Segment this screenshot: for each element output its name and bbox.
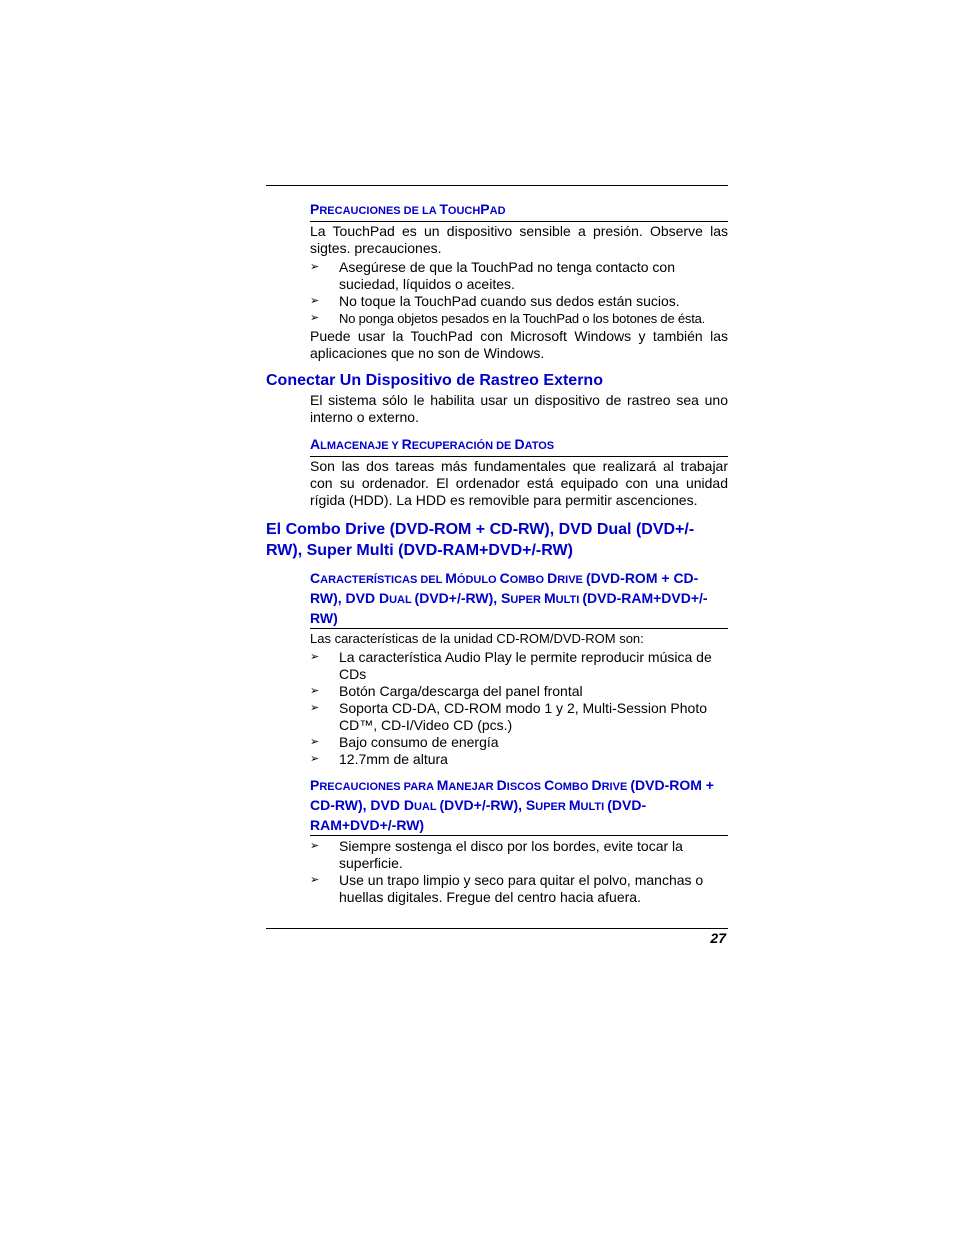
arrow-bullet-icon: ➢ [310,312,320,324]
touchpad-intro: La TouchPad es un dispositivo sensible a presión. Observe las sigtes. precauciones. [310,223,728,256]
handling-section [310,776,728,906]
list-item: ➢ 12.7mm de altura [310,751,448,767]
arrow-bullet-icon: ➢ [310,736,320,748]
header-rule [266,185,728,186]
page-content [266,196,728,906]
storage-text: Son las dos tareas más fundamentales que realizará al trabajar con su ordenador. El ordenador está equipado con una unidad rígida (HDD). La HDD es removible para permitir ascenciones. [310,458,728,508]
arrow-bullet-icon: ➢ [310,753,320,765]
arrow-bullet-icon: ➢ [310,874,320,886]
list-item: ➢ Bajo consumo de energía [310,734,499,750]
list-item: ➢ Botón Carga/descarga del panel frontal [310,683,583,699]
features-section [310,569,728,768]
storage-section [310,435,728,509]
touchpad-outro: Puede usar la TouchPad con Microsoft Windows y también las aplicaciones que no son de Windows. [310,328,728,361]
combo-drive-heading: El Combo Drive (DVD-ROM + CD-RW), DVD Dual (DVD+/-RW), Super Multi (DVD-RAM+DVD+/-RW) [266,521,695,559]
footer-rule [266,928,728,929]
list-item: ➢ Use un trapo limpio y seco para quitar el polvo, manchas o huellas digitales. Fregue del centro hacia afuera. [310,872,704,905]
list-item: ➢ Soporta CD-DA, CD-ROM modo 1 y 2, Multi-Session Photo CD™, CD-I/Video CD (pcs.) [310,700,708,733]
handling-bullets [310,838,728,906]
list-item: ➢ La característica Audio Play le permite reproducir música de CDs [310,649,712,682]
arrow-bullet-icon: ➢ [310,840,320,852]
external-device-section [310,392,728,426]
list-item: ➢ Siempre sostenga el disco por los bordes, evite tocar la superficie. [310,838,683,871]
arrow-bullet-icon: ➢ [310,685,320,697]
external-device-text: El sistema sólo le habilita usar un dispositivo de rastreo sea uno interno o externo. [310,392,728,425]
list-item: ➢ No toque la TouchPad cuando sus dedos están sucios. [310,293,680,309]
features-intro: Las características de la unidad CD-ROM/DVD-ROM son: [310,631,644,646]
arrow-bullet-icon: ➢ [310,295,320,307]
handling-heading: PRECAUCIONES PARA MANEJAR DISCOS COMBO DRIVE (DVD-ROM + CD-RW), DVD DUAL (DVD+/-RW), SUPER MULTI (DVD-RAM+DVD+/-RW) [310,776,728,836]
arrow-bullet-icon: ➢ [310,261,320,273]
page-number: 27 [710,930,726,946]
arrow-bullet-icon: ➢ [310,651,320,663]
list-item: ➢ Asegúrese de que la TouchPad no tenga contacto con suciedad, líquidos o aceites. [310,259,675,292]
arrow-bullet-icon: ➢ [310,702,320,714]
storage-heading: ALMACENAJE Y RECUPERACIÓN DE DATOS [310,435,728,457]
list-item: ➢ No ponga objetos pesados en la TouchPad o los botones de ésta. [310,311,706,326]
features-bullets [310,649,728,768]
touchpad-heading: PRECAUCIONES DE LA TOUCHPAD [310,200,728,222]
external-device-heading: Conectar Un Dispositivo de Rastreo Externo [266,372,603,389]
features-heading: CARACTERÍSTICAS DEL MÓDULO COMBO DRIVE (DVD-ROM + CD-RW), DVD DUAL (DVD+/-RW), SUPER MULTI (DVD-RAM+DVD+/-RW) [310,569,728,629]
touchpad-bullets [310,259,728,327]
touchpad-section [310,200,728,362]
